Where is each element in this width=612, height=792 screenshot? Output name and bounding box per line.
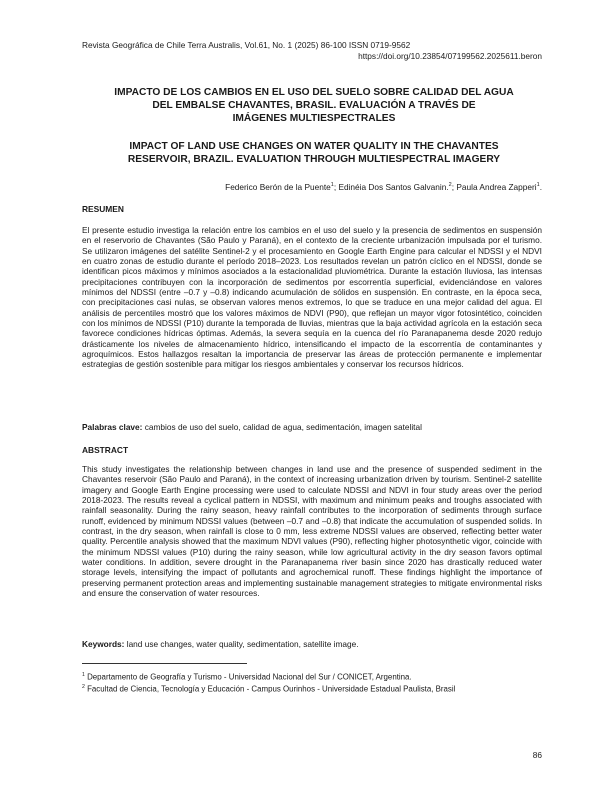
title-english xyxy=(84,140,544,166)
title-spanish xyxy=(84,86,544,125)
footnote-2 xyxy=(82,682,552,695)
footnote-divider xyxy=(82,663,247,664)
author-separator: ; xyxy=(333,181,339,192)
palabras-clave-text: cambios de uso del suelo, calidad de agua, sedimentación, imagen satelital xyxy=(142,422,422,432)
author-2-affiliation: 2 xyxy=(448,182,452,188)
author-1: Federico Berón de la Puente xyxy=(225,181,331,192)
keywords-text: land use changes, water quality, sedimentation, satellite image. xyxy=(124,639,359,649)
palabras-clave-label: Palabras clave: xyxy=(82,422,143,432)
author-list xyxy=(82,180,542,193)
journal-header: Revista Geográfica de Chile Terra Australis, Vol.61, No. 1 (2025) 86-100 ISSN 0719-9562 xyxy=(82,40,411,50)
keywords-label: Keywords: xyxy=(82,639,125,649)
title-es-line-1: IMPACTO DE LOS CAMBIOS EN EL USO DEL SUELO SOBRE CALIDAD DEL AGUA xyxy=(114,87,514,98)
footnote-1-text: Departamento de Geografía y Turismo - Universidad Nacional del Sur / CONICET, Argentina. xyxy=(84,672,412,682)
page-number: 86 xyxy=(532,750,542,760)
abstract-body: This study investigates the relationship between changes in land use and the presence of suspended sediment in the Chavantes reservoir (São Paulo and Paraná), in the context of increasing urbanization driven by tourism. Sentinel-2 satellite imagery and Google Earth Engine processing were used to calculate NDSSI and NDVI in four study areas over the period 2018-2023. The results reveal a cyclical pattern in NDSSI, with maximum and minimum peaks and troughs associated with rainfall seasonality. During the rainy season, heavy rainfall contributes to the incorporation of sediments through surface runoff, evidenced by minimum NDSSI values (between –0.7 and –0.8) that indicate the accumulation of suspended solids. In contrast, in the dry season, when rainfall is close to 0 mm, less extreme NDSSI values are observed, reflecting better water quality. Percentile analysis showed that the maximum NDVI values (P90), reflecting higher photosynthetic vigor, coincide with the minimum NDSSI values (P10) during the rainy season, while low agricultural activity in the dry season favors optimal water conditions. In addition, severe drought in the Paranapanema river basin since 2020 has drastically reduced water storage levels, intensifying the impact of pollutants and agrochemical runoff. These findings highlight the importance of preserving permanent protection areas and implementing sustainable management strategies to mitigate environmental risks and ensure the conservation of water resources. xyxy=(82,464,542,599)
author-list-end: . xyxy=(539,181,542,192)
footnote-2-marker: 2 xyxy=(82,684,85,690)
author-2: Edinéia Dos Santos Galvanin. xyxy=(338,181,449,192)
title-es-line-2: DEL EMBALSE CHAVANTES, BRASIL. EVALUACIÓN A TRAVÉS DE xyxy=(152,100,476,111)
resumen-body: El presente estudio investiga la relación entre los cambios en el uso del suelo y la presencia de sedimentos en suspensión en el reservorio de Chavantes (São Paulo y Paraná), en el contexto de la creciente urbanización impulsada por el turismo. Se utilizaron imágenes del satélite Sentinel-2 y el procesamiento en Google Earth Engine para calcular el NDSSI y el NDVI en cuatro zonas de estudio durante el período 2018–2023. Los resultados revelan un patrón cíclico en el NDSSI, donde se identifican picos máximos y mínimos asociados a la estacionalidad pluviométrica. Durante la estación lluviosa, las intensas precipitaciones contribuyen con la incorporación de sedimentos por escorrentía superficial, evidenciándose en valores mínimos del NDSSI (entre –0.7 y –0.8) indicando acumulación de sólidos en suspensión. En contraste, en la época seca, con precipitaciones casi nulas, se observan valores menos extremos, lo que se traduce en una mejor calidad del agua. El análisis de percentiles mostró que los valores máximos de NDVI (P90), que reflejan un mayor vigor fotosintético, coinciden con los mínimos de NDSSI (P10) durante la temporada de lluvias, mientras que la baja actividad agrícola en la estación seca favorece condiciones hídricas óptimas. Además, la severa sequía en la cuenca del río Paranapanema desde 2020 redujo drásticamente los niveles de almacenamiento hídrico, intensificando el impacto de la escorrentía de contaminantes y agroquímicos. Estos hallazgos resaltan la importancia de preservar las áreas de protección permanente e implementar estrategias de gestión sostenible para mitigar los riesgos ambientales y conservar los recursos hídricos. xyxy=(82,225,542,370)
keywords xyxy=(82,639,542,650)
title-es-line-3: IMÁGENES MULTIESPECTRALES xyxy=(232,113,396,124)
resumen-heading: RESUMEN xyxy=(82,204,124,214)
author-3-affiliation: 1 xyxy=(536,182,540,188)
author-separator: ; xyxy=(451,181,457,192)
doi-link[interactable]: https://doi.org/10.23854/07199562.2025611.beron xyxy=(358,51,542,61)
palabras-clave xyxy=(82,422,542,433)
footnote-1-marker: 1 xyxy=(82,672,85,678)
title-en-line-2: RESERVOIR, BRAZIL. EVALUATION THROUGH MULTIESPECTRAL IMAGERY xyxy=(127,154,501,165)
title-en-line-1: IMPACT OF LAND USE CHANGES ON WATER QUALITY IN THE CHAVANTES xyxy=(129,141,499,152)
footnote-2-text: Facultad de Ciencia, Tecnología y Educación - Campus Ourinhos - Universidade Estadual Paulista, Brasil xyxy=(84,684,456,694)
footnote-1 xyxy=(82,670,552,683)
abstract-heading: ABSTRACT xyxy=(82,445,129,455)
author-3: Paula Andrea Zapperi xyxy=(456,181,537,192)
author-1-affiliation: 1 xyxy=(330,182,334,188)
